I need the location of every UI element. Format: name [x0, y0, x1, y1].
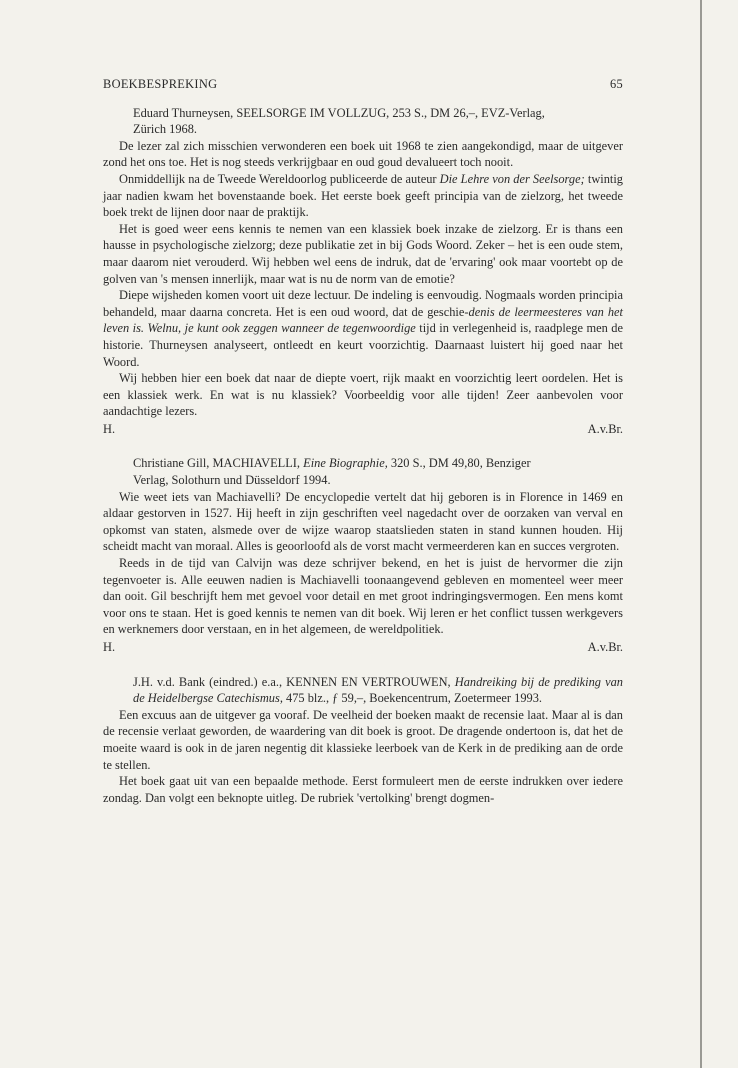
citation-line-2: Zürich 1968. [133, 122, 198, 137]
citation-line-2: Verlag, Solothurn und Düsseldorf 1994. [133, 473, 331, 488]
review-signature [103, 421, 623, 438]
review-thurneysen [103, 105, 623, 438]
review-paragraph: Reeds in de tijd van Calvijn was deze schrijver bekend, en het is juist de hervormer die zijn tegenvoeter is. Alle eeuwen nadien is Machiavelli toonaangevend gebleven en momenteel weer meer dan ooit. Gil beschrijft hem met gevoel voor detail en met groot indringingsvermogen. Een mens komt voor ons te staan. Het is goed kennis te nemen van dit boek. Wij leren er het conflict tussen werkgevers en werknemers door verstaan, en in het algemeen, de wereldpolitiek. [103, 556, 623, 637]
review-signature [103, 639, 623, 656]
page-number: 65 [610, 77, 623, 91]
review-paragraph: Wij hebben hier een boek dat naar de diepte voert, rijk maakt en voorzichtig leert oordelen. Het is een klassiek werk. En wat is nu klassiek? Voorbeeldig voor alle tijden! Zeer aanbevolen voor aandachtige lezers. [103, 371, 623, 419]
signature-author: A.v.Br. [587, 640, 623, 654]
review-citation [133, 105, 623, 122]
review-citation: Christiane Gill, MACHIAVELLI, Eine Biographie, 320 S., DM 49,80, Benziger [133, 456, 531, 471]
review-kennen-en-vertrouwen [103, 674, 623, 807]
review-paragraph: De lezer zal zich misschien verwonderen een boek uit 1968 te zien aangekondigd, maar de uitgever zond het ons toe. Het is nog steeds verkrijgbaar en oud goud devalueert toch nooit. [103, 138, 623, 170]
review-citation: J.H. v.d. Bank (eindred.) e.a., KENNEN EN VERTROUWEN, Handreiking bij de prediking van de Heidelbergse Catechismus, 475 blz., ƒ 59,–, Boekencentrum, Zoetermeer 1993. [133, 674, 623, 706]
signature-initial: H. [103, 640, 116, 654]
review-paragraph: Wie weet iets van Machiavelli? De encyclopedie vertelt dat hij geboren is in Florence in 1469 en aldaar gestorven in 1527. Hij heeft in zijn geschriften veel nagedacht over de oorzaken van verval en opkomst van staten, alsmede over de wijze waarop staatslieden staten in stand kunnen houden. Hij scheidt macht van moraal. Alles is geoorloofd als de vorst macht vermeerderen kan en succes vergroten. [103, 489, 623, 554]
section-title: BOEKBESPREKING [103, 77, 218, 91]
review-paragraph: Een excuus aan de uitgever ga vooraf. De veelheid der boeken maakt de recensie laat. Maar al is dan de recensie verlaat geworden, de waardering van dit boek is groot. De dragende ondertoon is, dat het de moeite waard is ook in de jaren negentig dit klassieke leerboek van de Kerk in de prediking aan de orde te stellen. [103, 707, 623, 772]
signature-author: A.v.Br. [587, 421, 623, 436]
review-paragraph: Het boek gaat uit van een bepaalde methode. Eerst formuleert men de eerste indrukken over iedere zondag. Dan volgt een beknopte uitleg. De rubriek 'vertolking' brengt dogmen- [103, 774, 623, 805]
review-paragraph: Het is goed weer eens kennis te nemen van een klassiek boek inzake de zielzorg. Er is thans een hausse in psychologische zielzorg; deze publikatie zet in bij Gods Woord. Zeker – het is een oude stem, maar daarom niet verouderd. Wij hebben wel eens de indruk, dat de 'ervaring' ook maar voortebt op de golven van 's mensen innerlijk, maar wat is nu de norm van de emotie? [103, 221, 623, 286]
review-paragraph: Diepe wijsheden komen voort uit deze lectuur. De indeling is eenvoudig. Nogmaals worden principia behandeld, maar daarna concreta. Het is een oud woord, dat de geschie-denis de leermeesteres van het leven is. Welnu, je kunt ook zeggen wanneer de tegenwoordige tijd in verlegenheid is, raadplege men de historie. Thurneysen analyseert, ontleedt en keurt voorzichtig. Daarnaast luistert hij goed naar het Woord. [103, 288, 623, 369]
signature-initial: H. [103, 421, 116, 436]
page-edge [700, 0, 702, 1068]
running-header [103, 76, 623, 93]
review-machiavelli [103, 455, 623, 655]
document-page [103, 76, 623, 824]
review-paragraph: Onmiddellijk na de Tweede Wereldoorlog publiceerde de auteur Die Lehre von der Seelsorge; twintig jaar nadien kwam het bovenstaande boek. Het eerste boek geeft principia van de zielzorg, het tweede boek trekt de lijnen door naar de praktijk. [103, 171, 623, 220]
citation-line-1: Eduard Thurneysen, SEELSORGE IM VOLLZUG, 253 S., DM 26,–, EVZ-Verlag, [133, 105, 545, 120]
